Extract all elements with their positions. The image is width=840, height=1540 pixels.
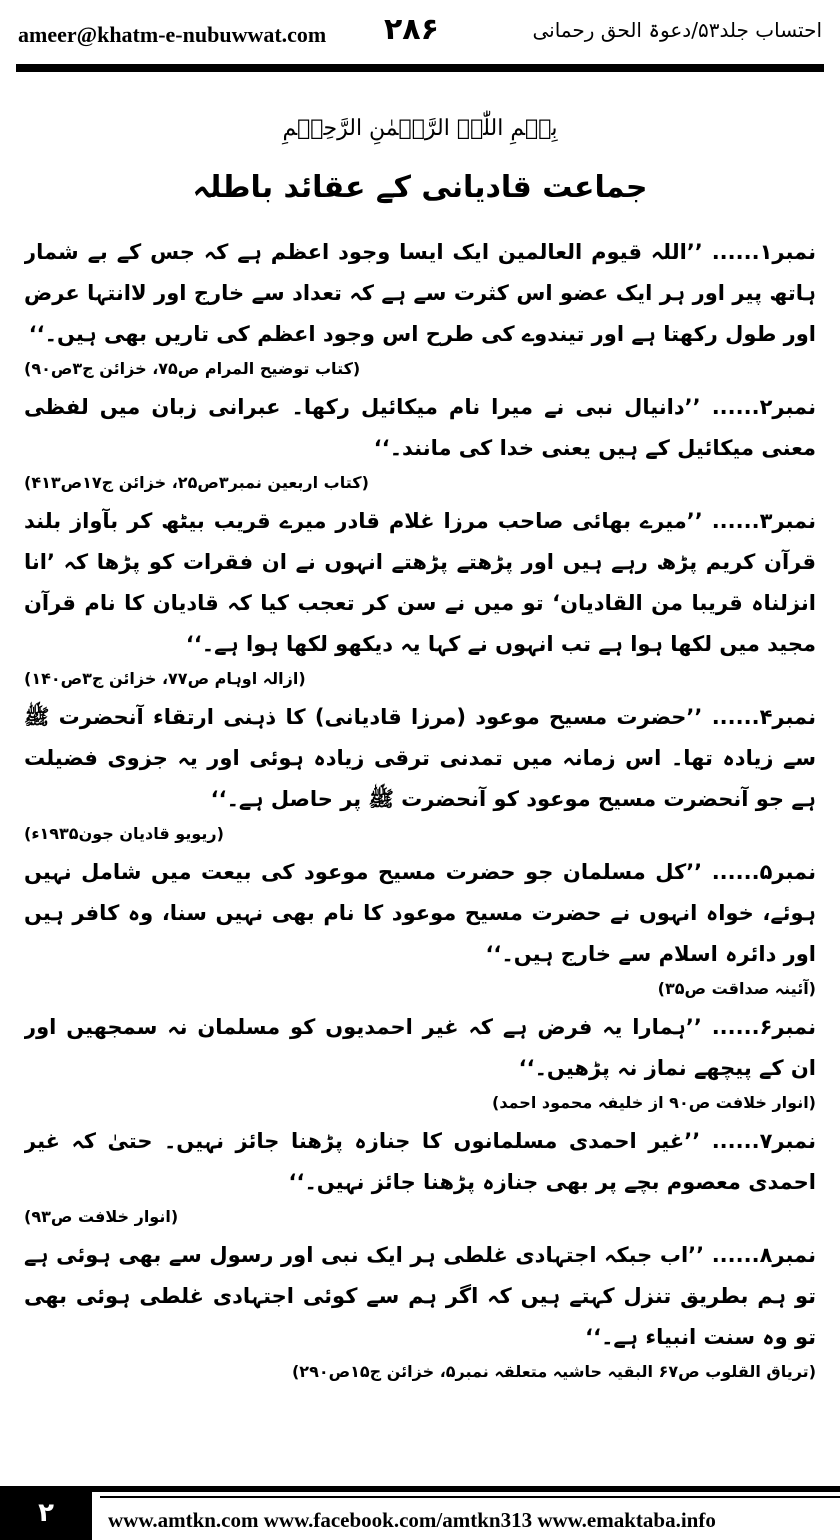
entry-text: ’’غیر احمدی مسلمانوں کا جنازہ پڑھنا جائز نہیں۔ حتیٰ کہ غیر احمدی معصوم بچے پر بھی جنازہ پڑھنا جائز نہیں۔‘‘ — [24, 1129, 816, 1194]
footer-rule-thin — [100, 1496, 840, 1498]
header-volume-title: احتساب جلد۵۳/دعوۃ الحق رحمانی — [532, 18, 822, 42]
bismillah: بِسۡمِ اللّٰہِ الرَّحۡمٰنِ الرَّحِیۡمِ — [282, 116, 558, 141]
entry-text: ’’میرے بھائی صاحب مرزا غلام قادر میرے قریب بیٹھ کر بآواز بلند قرآن کریم پڑھ رہے ہیں اور پڑھتے پڑھتے انہوں نے ان فقرات کو پڑھا کہ ’انا انزلناہ قریبا من القادیان‘ تو میں نے سن کر تعجب کیا کہ قادیان کا نام قرآن مجید میں لکھا ہوا ہے تب انہوں نے کہا یہ دیکھو لکھا ہوا ہے۔‘‘ — [24, 509, 816, 656]
entry-number: نمبر۲...... — [711, 395, 816, 419]
page-title: جماعت قادیانی کے عقائد باطلہ — [192, 170, 648, 205]
entry-number: نمبر۷...... — [711, 1129, 816, 1153]
entry-number: نمبر۱...... — [711, 240, 816, 264]
entry-6 — [24, 1007, 816, 1117]
entry-reference: (انوار خلافت ص۹۳) — [24, 1207, 179, 1226]
entry-7 — [24, 1121, 816, 1231]
footer-links: www.amtkn.com www.facebook.com/amtkn313 www.emaktaba.info — [108, 1508, 716, 1532]
header-email: ameer@khatm-e-nubuwwat.com — [18, 22, 327, 47]
entry-1 — [24, 232, 816, 383]
entry-text: ’’دانیال نبی نے میرا نام میکائیل رکھا۔ عبرانی زبان میں لفظی معنی میکائیل کے ہیں یعنی خدا کی مانند۔‘‘ — [24, 395, 816, 460]
entry-number: نمبر۴...... — [711, 705, 816, 729]
entry-8 — [24, 1235, 816, 1386]
entry-reference: (انوار خلافت ص۹۰ از خلیفہ محمود احمد) — [492, 1093, 816, 1112]
entry-reference: (کتاب اربعین نمبر۳ص۲۵، خزائن ج۱۷ص۴۱۳) — [24, 473, 369, 492]
entry-text: ’’اللہ قیوم العالمین ایک ایسا وجود اعظم ہے کہ جس کے بے شمار ہاتھ پیر اور ہر ایک عضو اس کثرت سے ہے کہ تعداد سے خارج اور لاانتہا عرض اور طول رکھتا ہے اور تیندوے کی طرح اس وجود اعظم کی تاریں بھی ہیں۔‘‘ — [24, 240, 816, 346]
entry-text: ’’ہمارا یہ فرض ہے کہ غیر احمدیوں کو مسلمان نہ سمجھیں اور ان کے پیچھے نماز نہ پڑھیں۔‘‘ — [24, 1015, 816, 1080]
entry-reference: (کتاب توضیح المرام ص۷۵، خزائن ج۳ص۹۰) — [24, 359, 361, 378]
entry-3 — [24, 501, 816, 693]
entry-reference: (آئینہ صداقت ص۳۵) — [657, 979, 816, 998]
entry-2 — [24, 387, 816, 497]
footer-page-number: ۲ — [0, 1486, 92, 1540]
header-page-number: ۲۸۶ — [384, 12, 439, 47]
entry-reference: (ریویو قادیان جون۱۹۳۵ء) — [24, 824, 224, 843]
entry-number: نمبر۶...... — [711, 1015, 816, 1039]
header-rule — [16, 64, 824, 72]
entry-reference: (تریاق القلوب ص۶۷ البقیہ حاشیہ متعلقہ نمبر۵، خزائن ج۱۵ص۲۹۰) — [291, 1362, 816, 1381]
entry-number: نمبر۵...... — [711, 860, 816, 884]
entries-list — [24, 232, 816, 1442]
footer-rule — [0, 1486, 840, 1492]
entry-reference: (ازالہ اوہام ص۷۷، خزائن ج۳ص۱۴۰) — [24, 669, 306, 688]
entry-text: ’’حضرت مسیح موعود (مرزا قادیانی) کا ذہنی ارتقاء آنحضرت ﷺ سے زیادہ تھا۔ اس زمانہ میں تمدنی ترقی زیادہ ہوئی اور یہ جزوی فضیلت ہے جو آنحضرت مسیح موعود کو آنحضرت ﷺ پر حاصل ہے۔‘‘ — [24, 705, 816, 811]
entry-number: نمبر۳...... — [711, 509, 816, 533]
entry-text: ’’اب جبکہ اجتہادی غلطی ہر ایک نبی اور رسول سے بھی ہوئی ہے تو ہم بطریق تنزل کہتے ہیں کہ اگر ہم سے کوئی اجتہادی غلطی ہوئی بھی تو وہ سنت انبیاء ہے۔‘‘ — [24, 1243, 816, 1349]
entry-text: ’’کل مسلمان جو حضرت مسیح موعود کی بیعت میں شامل نہیں ہوئے، خواہ انہوں نے حضرت مسیح موعود کا نام بھی نہیں سنا، وہ کافر ہیں اور دائرہ اسلام سے خارج ہیں۔‘‘ — [24, 860, 816, 966]
entry-5 — [24, 852, 816, 1003]
entry-4 — [24, 697, 816, 848]
entry-number: نمبر۸...... — [711, 1243, 816, 1267]
